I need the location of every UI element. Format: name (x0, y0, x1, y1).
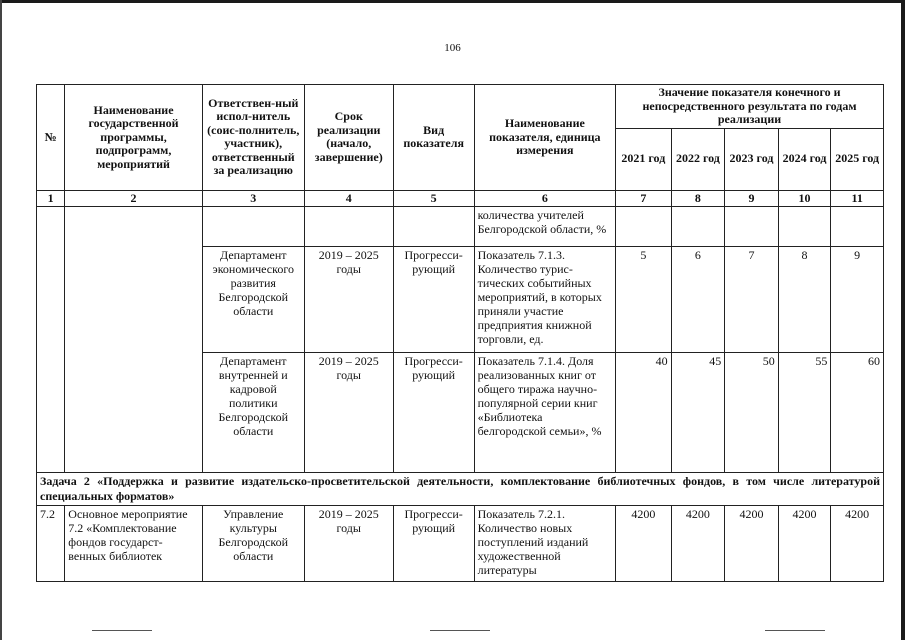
header-year-2024: 2024 год (778, 128, 831, 190)
indicator-cell: Показатель 7.2.1. Количество новых поступлений изданий художественной литературы (474, 505, 615, 581)
header-num: № (37, 85, 65, 191)
value-2022: 4200 (671, 505, 725, 581)
value-2025: 60 (831, 352, 884, 472)
column-number: 7 (616, 190, 672, 206)
value-2021: 4200 (616, 505, 672, 581)
term-cell: 2019 – 2025 годы (304, 352, 393, 472)
scan-border-left (0, 0, 2, 640)
value-2023: 7 (725, 246, 779, 352)
header-year-2025: 2025 год (831, 128, 884, 190)
task-heading: Задача 2 «Поддержка и развитие издательско-просветительской деятельности, комплектование библиотечных фондов, в том числе литературой специальных форматов» (37, 472, 884, 505)
value-empty (671, 206, 725, 246)
value-2024: 55 (778, 352, 831, 472)
row-program-empty (65, 206, 202, 472)
scan-line (430, 630, 490, 631)
scan-line (92, 630, 152, 631)
header-indicator-name: Наименование показателя, единица измерения (474, 85, 615, 191)
column-number: 8 (671, 190, 725, 206)
kind-cell: Прогресси-рующий (393, 246, 474, 352)
header-year-2022: 2022 год (671, 128, 725, 190)
row-num-empty (37, 206, 65, 472)
header-values-group: Значение показателя конечного и непосредственного результата по годам реализации (616, 85, 884, 129)
column-number-row (37, 190, 884, 206)
value-2025: 4200 (831, 505, 884, 581)
responsible-cell: Департамент внутренней и кадровой политики Белгородской области (202, 352, 304, 472)
value-2025: 9 (831, 246, 884, 352)
term-cell: 2019 – 2025 годы (304, 505, 393, 581)
header-year-2023: 2023 год (725, 128, 779, 190)
responsible-cell: Управление культуры Белгородской области (202, 505, 304, 581)
value-2022: 45 (671, 352, 725, 472)
term-cell: 2019 – 2025 годы (304, 246, 393, 352)
column-number: 11 (831, 190, 884, 206)
row-num: 7.2 (37, 505, 65, 581)
page-number: 106 (444, 42, 461, 54)
value-2024: 8 (778, 246, 831, 352)
value-2023: 50 (725, 352, 779, 472)
value-2023: 4200 (725, 505, 779, 581)
column-number: 6 (474, 190, 615, 206)
column-number: 3 (202, 190, 304, 206)
header-responsible: Ответствен-ный испол-нитель (соис-полнитель, участник), ответственный за реализацию (202, 85, 304, 191)
row-term-empty (304, 206, 393, 246)
header-kind: Вид показателя (393, 85, 474, 191)
row-kind-empty (393, 206, 474, 246)
scan-border-top (0, 0, 905, 3)
table-row (37, 206, 884, 246)
scan-border-right (901, 0, 905, 640)
value-empty (831, 206, 884, 246)
table-row (37, 505, 884, 581)
kind-cell: Прогресси-рующий (393, 352, 474, 472)
indicator-cell: Показатель 7.1.3. Количество турис-тических событийных мероприятий, в которых приняли участие предприятия книжной торговли, ед. (474, 246, 615, 352)
kind-cell: Прогресси-рующий (393, 505, 474, 581)
value-empty (616, 206, 672, 246)
indicators-table (36, 84, 884, 582)
column-number: 10 (778, 190, 831, 206)
column-number: 5 (393, 190, 474, 206)
value-2021: 5 (616, 246, 672, 352)
task-row (37, 472, 884, 505)
column-number: 4 (304, 190, 393, 206)
row-responsible-empty (202, 206, 304, 246)
column-number: 1 (37, 190, 65, 206)
header-term: Срок реализации (начало, завершение) (304, 85, 393, 191)
value-2021: 40 (616, 352, 672, 472)
header-program: Наименование государственной программы, подпрограмм, мероприятий (65, 85, 202, 191)
value-empty (725, 206, 779, 246)
indicator-cell: количества учителей Белгородской области, % (474, 206, 615, 246)
header-year-2021: 2021 год (616, 128, 672, 190)
value-2022: 6 (671, 246, 725, 352)
scan-line (765, 630, 825, 631)
responsible-cell: Департамент экономического развития Белгородской области (202, 246, 304, 352)
column-number: 2 (65, 190, 202, 206)
value-empty (778, 206, 831, 246)
value-2024: 4200 (778, 505, 831, 581)
program-cell: Основное мероприятие 7.2 «Комплектование фондов государст-венных библиотек (65, 505, 202, 581)
column-number: 9 (725, 190, 779, 206)
indicator-cell: Показатель 7.1.4. Доля реализованных книг от общего тиража научно-популярной серии книг «Библиотека белгородской семьи», % (474, 352, 615, 472)
